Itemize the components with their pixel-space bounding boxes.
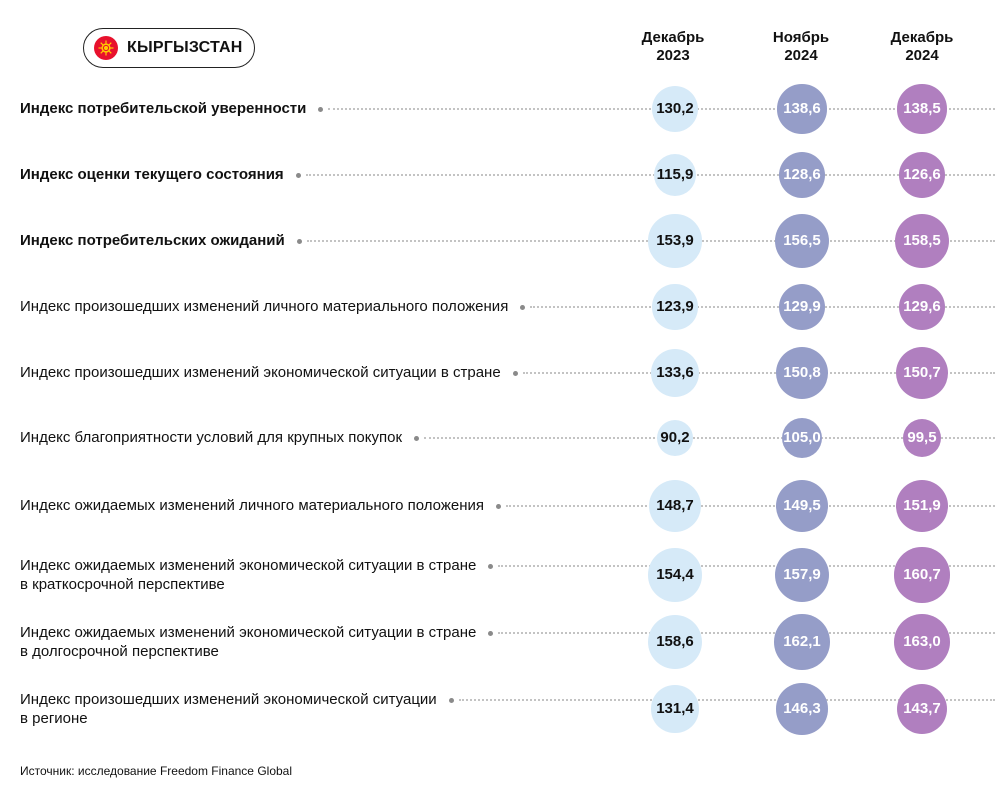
index-label-line: в долгосрочной перспективе [20,643,219,660]
value-bubble-nov2024: 138,6 [777,84,826,133]
value-bubble-dec2023: 153,9 [648,214,701,267]
value-bubble-dec2024: 138,5 [897,84,946,133]
column-header-month: Декабрь [890,29,954,46]
column-header-month: Ноябрь [772,29,830,46]
value-bubble-nov2024: 105,0 [782,418,822,458]
value-bubble-nov2024: 162,1 [774,614,829,669]
column-header-dec-2023 [618,29,728,65]
value-bubble-nov2024: 129,9 [779,284,826,331]
value-bubble-dec2023: 154,4 [648,548,701,601]
value-bubble-dec2023: 158,6 [648,615,703,670]
column-header-year: 2024 [905,47,939,64]
value-bubble-dec2023: 131,4 [651,685,698,732]
value-bubble-dec2023: 130,2 [652,86,699,133]
value-bubble-dec2024: 99,5 [903,419,942,458]
value-bubble-dec2024: 129,6 [899,284,946,331]
index-label [20,165,284,184]
value-bubble-nov2024: 149,5 [776,480,828,532]
index-label-line: Индекс ожидаемых изменений экономической ситуации в стране [20,557,477,574]
leader-dot [488,564,493,569]
index-label-line: Индекс произошедших изменений экономической ситуации [20,691,437,708]
source-note: Источник: исследование Freedom Finance Global [20,764,293,778]
index-label [20,231,285,250]
leader-dot [414,436,419,441]
index-label [20,428,402,447]
index-label-line: в регионе [20,710,88,727]
index-label-line: Индекс оценки текущего состояния [20,166,284,183]
leader-dot [449,698,454,703]
value-bubble-dec2024: 150,7 [896,347,948,399]
value-bubble-dec2024: 160,7 [894,547,949,602]
leader-dot [318,107,323,112]
index-label [20,556,476,594]
index-label [20,297,508,316]
column-header-year: 2023 [656,47,690,64]
column-header-nov-2024 [746,29,856,65]
index-label-line: Индекс ожидаемых изменений личного материального положения [20,497,484,514]
value-bubble-dec2024: 151,9 [896,480,949,533]
value-bubble-nov2024: 156,5 [775,214,829,268]
index-label-line: Индекс потребительских ожиданий [20,232,285,249]
value-bubble-dec2024: 143,7 [897,684,947,734]
index-label-line: в краткосрочной перспективе [20,576,225,593]
index-label-line: Индекс ожидаемых изменений экономической ситуации в стране [20,624,477,641]
leader-dot [496,504,501,509]
index-label-line: Индекс произошедших изменений экономической ситуации в стране [20,364,501,381]
index-label-line: Индекс благоприятности условий для крупных покупок [20,429,403,446]
value-bubble-dec2024: 126,6 [899,152,945,198]
value-bubble-dec2023: 123,9 [652,284,697,329]
leader-dot [513,371,518,376]
index-label [20,623,476,661]
leader-dot [296,173,301,178]
value-bubble-nov2024: 150,8 [776,347,828,399]
value-bubble-nov2024: 128,6 [779,152,825,198]
index-label [20,363,501,382]
country-name: КЫРГЫЗСТАН [127,39,243,56]
value-bubble-dec2023: 115,9 [654,154,697,197]
value-bubble-dec2023: 148,7 [649,480,701,532]
column-header-year: 2024 [784,47,818,64]
index-label [20,496,484,515]
leader-dot [520,305,525,310]
index-label-line: Индекс потребительской уверенности [20,100,307,117]
leader-line [306,174,995,176]
index-label [20,99,306,118]
index-label [20,690,437,728]
value-bubble-dec2023: 90,2 [657,420,693,456]
leader-dot [488,631,493,636]
value-bubble-dec2024: 158,5 [895,214,949,268]
value-bubble-dec2024: 163,0 [894,614,950,670]
value-bubble-nov2024: 157,9 [775,548,829,602]
leader-dot [297,239,302,244]
value-bubble-dec2023: 133,6 [651,349,699,397]
country-badge [83,28,255,68]
kyrgyzstan-flag-icon [94,36,118,60]
value-bubble-nov2024: 146,3 [776,683,827,734]
index-label-line: Индекс произошедших изменений личного материального положения [20,298,509,315]
column-header-dec-2024 [867,29,977,65]
column-header-month: Декабрь [641,29,705,46]
